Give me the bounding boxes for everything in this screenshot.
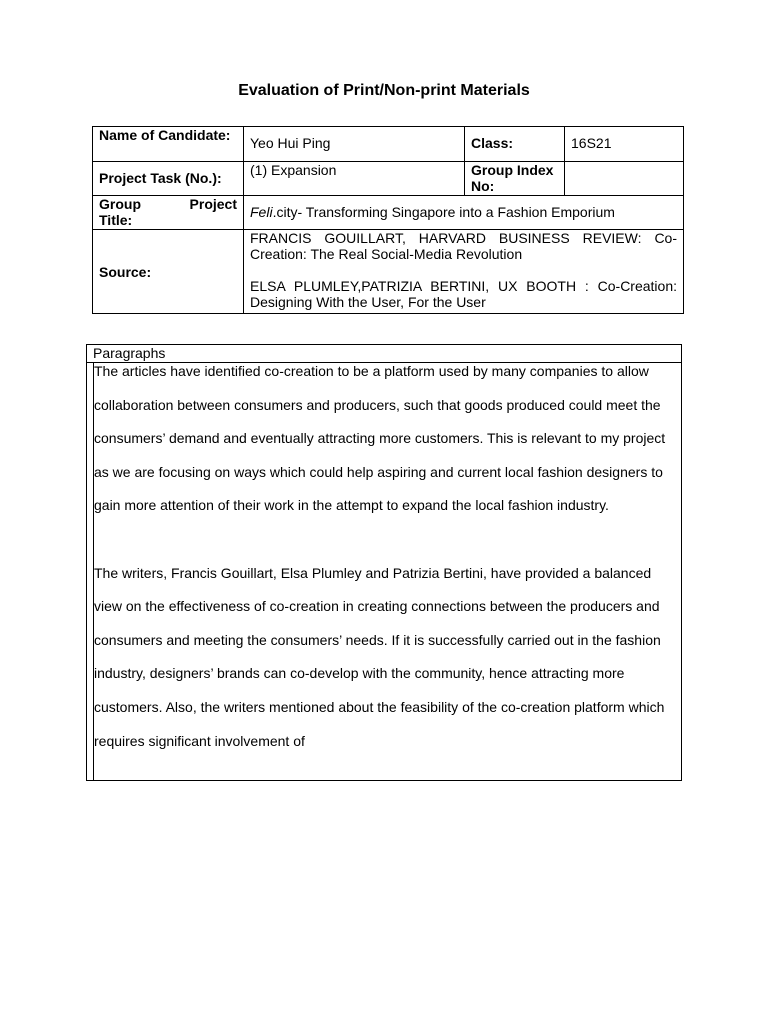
candidate-info-table: [92, 126, 684, 314]
paragraphs-box: [86, 344, 682, 781]
group-title-rest: .city- Transforming Singapore into a Fashion Emporium: [272, 204, 615, 220]
source-value: [244, 230, 684, 314]
task-label: Project Task (No.):: [93, 162, 244, 196]
class-value: 16S21: [565, 127, 684, 162]
source-entry-2: ELSA PLUMLEY,PATRIZIA BERTINI, UX BOOTH : Co-Creation: Designing With the User, For the User: [250, 278, 677, 310]
task-value: (1) Expansion: [244, 162, 465, 196]
paragraph-1: The articles have identified co-creation to be a platform used by many companies to allow collaboration between consumers and producers, such that goods produced could meet the consumers’ demand and eventually attracting more customers. This is relevant to my project as we are focusing on ways which could help aspiring and current local fashion designers to gain more attention of their work in the attempt to expand the local fashion industry.: [94, 363, 666, 514]
name-label: Name of Candidate:: [93, 127, 244, 162]
paragraphs-body: [93, 363, 681, 780]
source-label: Source:: [93, 230, 244, 314]
source-entry-1: FRANCIS GOUILLART, HARVARD BUSINESS REVIEW: Co-Creation: The Real Social-Media Revolution: [250, 230, 677, 262]
name-value: Yeo Hui Ping: [244, 127, 465, 162]
group-title-italic: Feli: [250, 204, 273, 220]
group-index-label: Group Index No:: [465, 162, 565, 196]
group-title-label-word3: Title:: [99, 212, 133, 228]
document-title: Evaluation of Print/Non-print Materials: [238, 82, 530, 99]
group-title-value: [244, 196, 684, 230]
group-title-label-word2: Project: [189, 196, 237, 212]
group-index-value: [565, 162, 684, 196]
paragraphs-header: Paragraphs: [87, 345, 681, 363]
group-title-label: [93, 196, 244, 230]
paragraph-2: The writers, Francis Gouillart, Elsa Plumley and Patrizia Bertini, have provided a balanced view on the effectiveness of co-creation in creating connections between the producers and consumers and meeting the consumers’ needs. If it is successfully carried out in the fashion industry, designers’ brands can co-develop with the community, hence attracting more customers. Also, the writers mentioned about the feasibility of the co-creation platform which requires significant involvement of: [94, 564, 665, 749]
group-title-label-word1: Group: [99, 196, 141, 212]
class-label: Class:: [465, 127, 565, 162]
